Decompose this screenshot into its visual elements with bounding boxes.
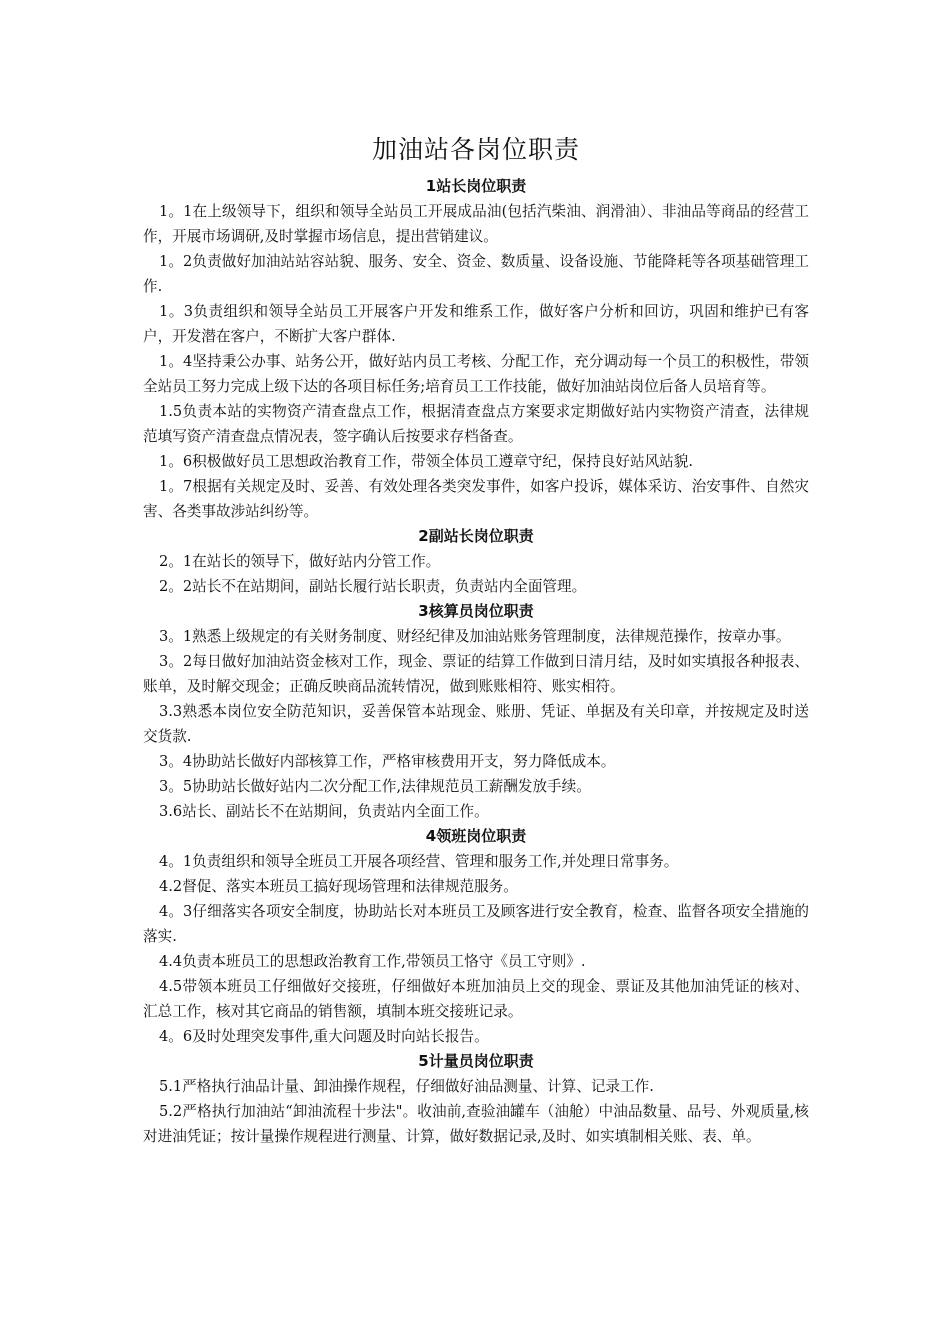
paragraph: 3。4协助站长做好内部核算工作，严格审核费用开支，努力降低成本。 (159, 753, 616, 770)
paragraph: 3。5协助站长做好站内二次分配工作,法律规范员工薪酬发放手续。 (159, 778, 591, 795)
document-title: 加油站各岗位职责 (371, 135, 580, 164)
paragraph: 4.5带领本班员工仔细做好交接班，仔细做好本班加油员上交的现金、票证及其他加油凭证的核对、汇总工作，核对其它商品的销售额，填制本班交接班记录。 (143, 978, 809, 1020)
paragraph: 1。7根据有关规定及时、妥善、有效处理各类突发事件，如客户投诉，媒体采访、治安事件、自然灾害、各类事故涉站纠纷等。 (143, 478, 809, 520)
paragraph: 1。6积极做好员工思想政治教育工作，带领全体员工遵章守纪，保持良好站风站貌. (159, 453, 693, 470)
paragraph: 3。2每日做好加油站资金核对工作，现金、票证的结算工作做到日清月结，及时如实填报各种报表、账单，及时解交现金；正确反映商品流转情况，做到账账相符、账实相符。 (143, 653, 809, 695)
paragraph: 1。2负责做好加油站站容站貌、服务、安全、资金、数质量、设备设施、节能降耗等各项基础管理工作. (143, 253, 809, 295)
paragraph: 3.3熟悉本岗位安全防范知识，妥善保管本站现金、账册、凭证、单据及有关印章，并按规定及时送交货款. (143, 703, 809, 745)
section-heading: 2副站长岗位职责 (418, 527, 534, 545)
paragraph: 4。6及时处理突发事件,重大问题及时向站长报告。 (159, 1028, 489, 1045)
paragraph: 2。1在站长的领导下，做好站内分管工作。 (159, 553, 441, 570)
section-heading: 1站长岗位职责 (425, 177, 527, 195)
paragraph: 1。3负责组织和领导全站员工开展客户开发和维系工作，做好客户分析和回访，巩固和维护已有客户，开发潜在客户，不断扩大客户群体. (143, 303, 809, 345)
paragraph: 4.4负责本班员工的思想政治教育工作,带领员工恪守《员工守则》. (159, 953, 586, 970)
paragraph: 4.2督促、落实本班员工搞好现场管理和法律规范服务。 (159, 878, 518, 895)
paragraph: 5.1严格执行油品计量、卸油操作规程，仔细做好油品测量、计算、记录工作. (159, 1078, 654, 1095)
section-heading: 4领班岗位职责 (425, 827, 527, 845)
paragraph: 1。1在上级领导下，组织和领导全站员工开展成品油(包括汽柴油、润滑油）、非油品等商品的经营工作，开展市场调研,及时掌握市场信息，提出营销建议。 (143, 203, 809, 245)
paragraph: 3。1熟悉上级规定的有关财务制度、财经纪律及加油站账务管理制度，法律规范操作，按章办事。 (159, 628, 791, 645)
paragraph: 5.2严格执行加油站“卸油流程十步法"。收油前,查验油罐车（油舱）中油品数量、品号、外观质量,核对进油凭证；按计量操作规程进行测量、计算，做好数据记录,及时、如实填制相关账、表、单。 (143, 1103, 809, 1145)
paragraph: 4。1负责组织和领导全班员工开展各项经营、管理和服务工作,并处理日常事务。 (159, 853, 679, 870)
paragraph: 1。4坚持秉公办事、站务公开，做好站内员工考核、分配工作，充分调动每一个员工的积极性，带领全站员工努力完成上级下达的各项目标任务;培育员工工作技能，做好加油站岗位后备人员培育等。 (143, 353, 809, 395)
paragraph: 1.5负责本站的实物资产清查盘点工作，根据清查盘点方案要求定期做好站内实物资产清查，法律规范填写资产清查盘点情况表，签字确认后按要求存档备查。 (143, 403, 809, 445)
section-heading: 3核算员岗位职责 (418, 602, 534, 620)
paragraph: 2。2站长不在站期间，副站长履行站长职责，负责站内全面管理。 (159, 578, 587, 595)
section-heading: 5计量员岗位职责 (418, 1052, 534, 1070)
paragraph: 3.6站长、副站长不在站期间，负责站内全面工作。 (159, 803, 489, 820)
paragraph: 4。3仔细落实各项安全制度，协助站长对本班员工及顾客进行安全教育，检查、监督各项安全措施的落实. (143, 903, 809, 945)
document-body (143, 132, 809, 1149)
